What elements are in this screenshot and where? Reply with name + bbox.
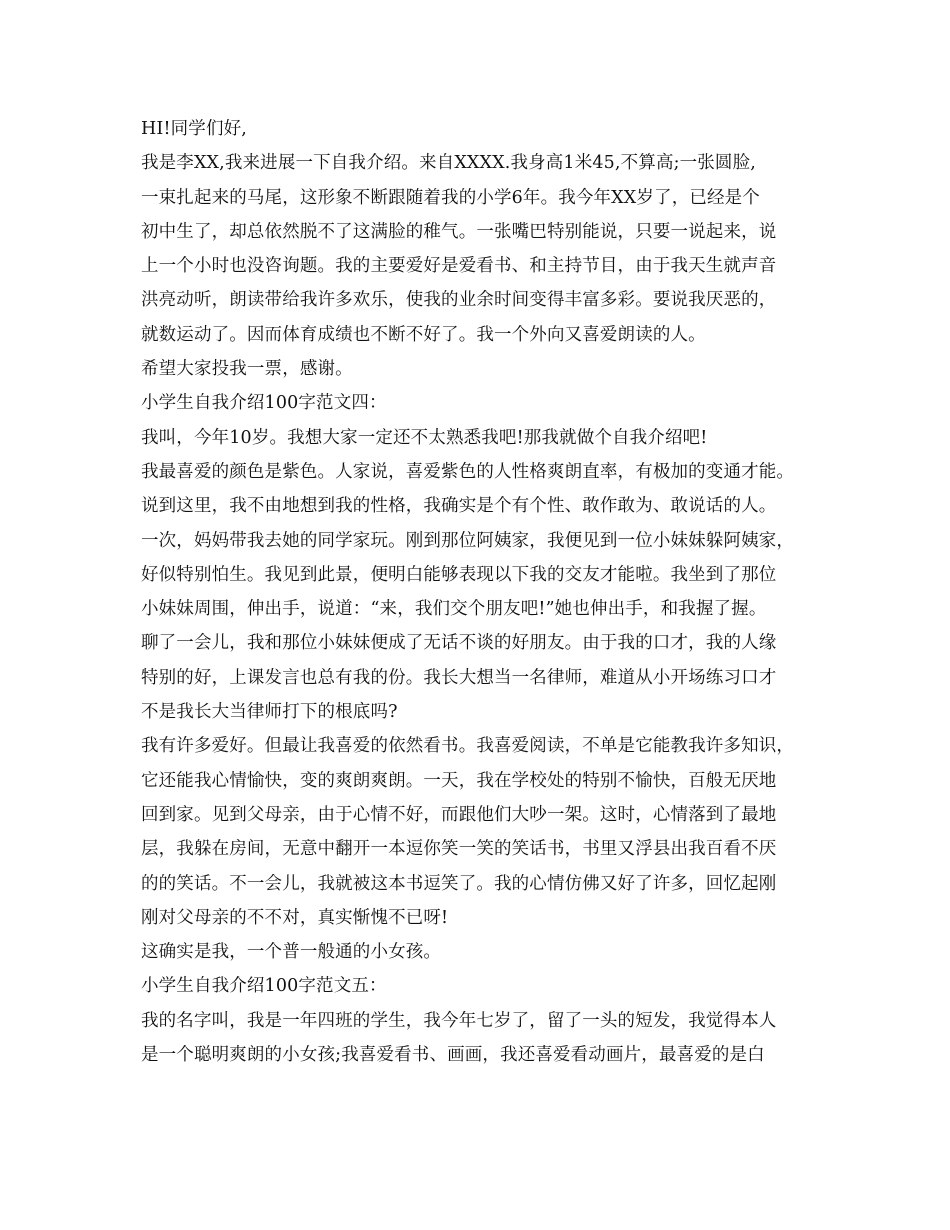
- text-line: 我的名字叫，我是一年四班的学生，我今年七岁了，留了一头的短发，我觉得本人: [141, 1010, 777, 1031]
- text-line: 的的笑话。不一会儿，我就被这本书逗笑了。我的心情仿佛又好了许多，回忆起刚: [141, 873, 777, 894]
- document-body: [141, 112, 831, 1072]
- text-line: 好似特别怕生。我见到此景，便明白能够表现以下我的交友才能啦。我坐到了那位: [141, 564, 777, 585]
- text-line: 层，我躲在房间，无意中翻开一本逗你笑一笑的笑话书，书里又浮县出我百看不厌: [141, 839, 777, 860]
- text-line: 是一个聪明爽朗的小女孩;我喜爱看书、画画，我还喜爱看动画片，最喜爱的是白: [141, 1045, 765, 1066]
- text-line: 说到这里，我不由地想到我的性格，我确实是个有个性、敢作敢为、敢说话的人。: [141, 496, 777, 517]
- section-heading: 小学生自我介绍100字范文五：: [141, 976, 387, 997]
- text-line: 就数运动了。因而体育成绩也不断不好了。我一个外向又喜爱朗读的人。: [141, 324, 706, 345]
- text-line: 上一个小时也没咨询题。我的主要爱好是爱看书、和主持节目，由于我天生就声音: [141, 256, 777, 277]
- section-heading: 小学生自我介绍100字范文四：: [141, 393, 387, 414]
- text-line: 刚对父母亲的不不对，真实惭愧不已呀!: [141, 907, 449, 928]
- text-line: 特别的好，上课发言也总有我的份。我长大想当一名律师，难道从小开场练习口才: [141, 667, 777, 688]
- text-line: 回到家。见到父母亲，由于心情不好，而跟他们大吵一架。这时，心情落到了最地: [141, 804, 777, 825]
- text-line: 洪亮动听，朗读带给我许多欢乐，使我的业余时间变得丰富多彩。要说我厌恶的，: [141, 290, 777, 311]
- text-line: 一次，妈妈带我去她的同学家玩。刚到那位阿姨家，我便见到一位小妹妹躲阿姨家，: [141, 530, 795, 551]
- text-line: 希望大家投我一票，感谢。: [141, 359, 353, 380]
- text-line: 它还能我心情愉快，变的爽朗爽朗。一天，我在学校处的特别不愉快，百般无厌地: [141, 770, 777, 791]
- text-line: 我最喜爱的颜色是紫色。人家说，喜爱紫色的人性格爽朗直率，有极加的变通才能。: [141, 461, 795, 482]
- text-line: 聊了一会儿，我和那位小妹妹便成了无话不谈的好朋友。由于我的口才，我的人缘: [141, 633, 777, 654]
- text-line: 我有许多爱好。但最让我喜爱的依然看书。我喜爱阅读，不单是它能教我许多知识，: [141, 736, 795, 757]
- text-line: 一束扎起来的马尾，这形象不断跟随着我的小学6年。我今年XX岁了，已经是个: [141, 187, 760, 208]
- text-line: HI!同学们好,: [141, 119, 247, 139]
- text-line: 这确实是我，一个普一般通的小女孩。: [141, 942, 442, 963]
- text-line: 不是我长大当律师打下的根底吗?: [141, 702, 398, 723]
- text-line: 初中生了，却总依然脱不了这满脸的稚气。一张嘴巴特别能说，只要一说起来，说: [141, 221, 777, 242]
- text-line: 我是李XX,我来进展一下自我介绍。来自XXXX.我身高1米45,不算高;一张圆脸,: [141, 153, 756, 174]
- text-line: 我叫，今年10岁。我想大家一定还不太熟悉我吧!那我就做个自我介绍吧!: [141, 427, 708, 448]
- text-line: 小妹妹周围，伸出手，说道：“来，我们交个朋友吧!”她也伸出手，和我握了握。: [141, 599, 767, 620]
